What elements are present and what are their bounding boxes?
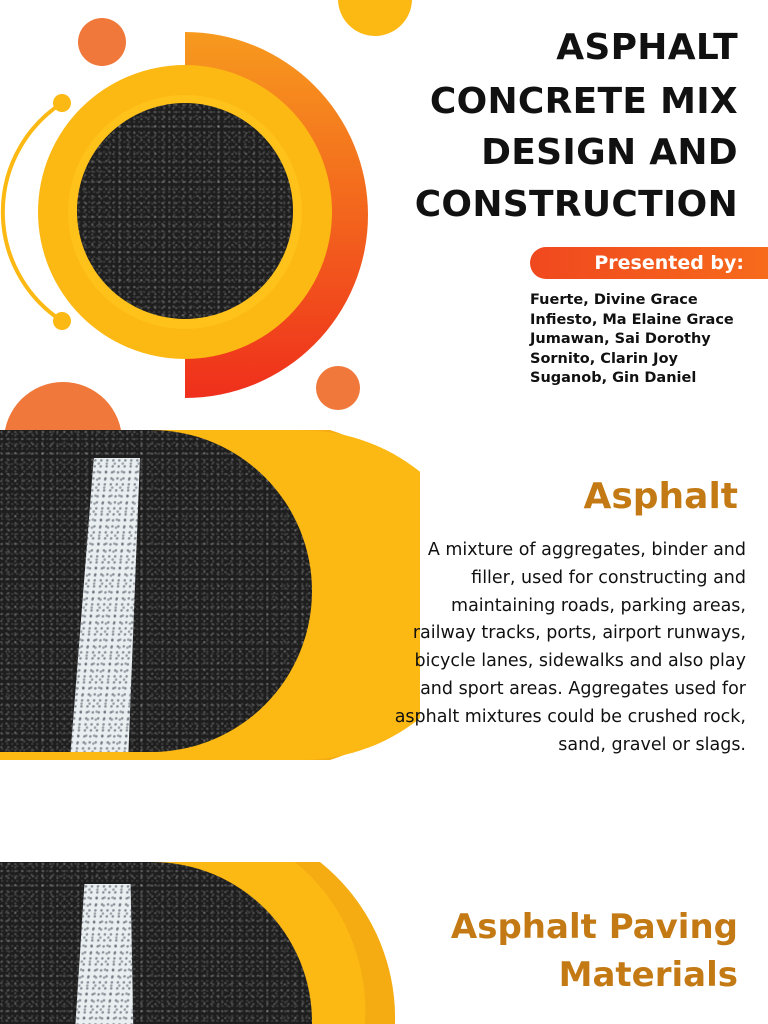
presenter-name: Infiesto, Ma Elaine Grace	[530, 311, 734, 328]
decor-dot-orange-small	[316, 366, 360, 410]
asphalt-texture-image	[77, 103, 293, 319]
presented-by-label: Presented by:	[594, 252, 744, 274]
presenter-list	[530, 291, 734, 389]
lane-marking	[62, 458, 160, 752]
title-line-3: DESIGN AND	[481, 132, 738, 173]
section-title-asphalt: Asphalt	[583, 476, 738, 517]
section-title-paving-line-2: Materials	[558, 955, 738, 995]
presenter-name: Fuerte, Divine Grace	[530, 292, 698, 308]
presenter-name: Suganob, Gin Daniel	[530, 370, 697, 386]
title-line-1: ASPHALT	[556, 27, 738, 68]
road-marking-image	[0, 430, 312, 752]
title-line-2: CONCRETE MIX	[429, 81, 738, 122]
presenter-name: Jumawan, Sai Dorothy	[530, 331, 711, 347]
title-line-4: CONSTRUCTION	[414, 184, 738, 225]
presenter-name: Sornito, Clarin Joy	[530, 350, 678, 367]
presented-by-banner	[530, 247, 768, 279]
section-body-asphalt: A mixture of aggregates, binder and filler, used for constructing and maintaining roads, parking areas, railway tracks, ports, airport runways, bicycle lanes, sidewalks and also play and sport areas. Aggregates used for asphalt mixtures could be crushed rock, sand, gravel or slags.	[394, 540, 746, 755]
section-title-paving-line-1: Asphalt Paving	[450, 907, 738, 947]
lane-marking-2	[68, 884, 151, 1024]
